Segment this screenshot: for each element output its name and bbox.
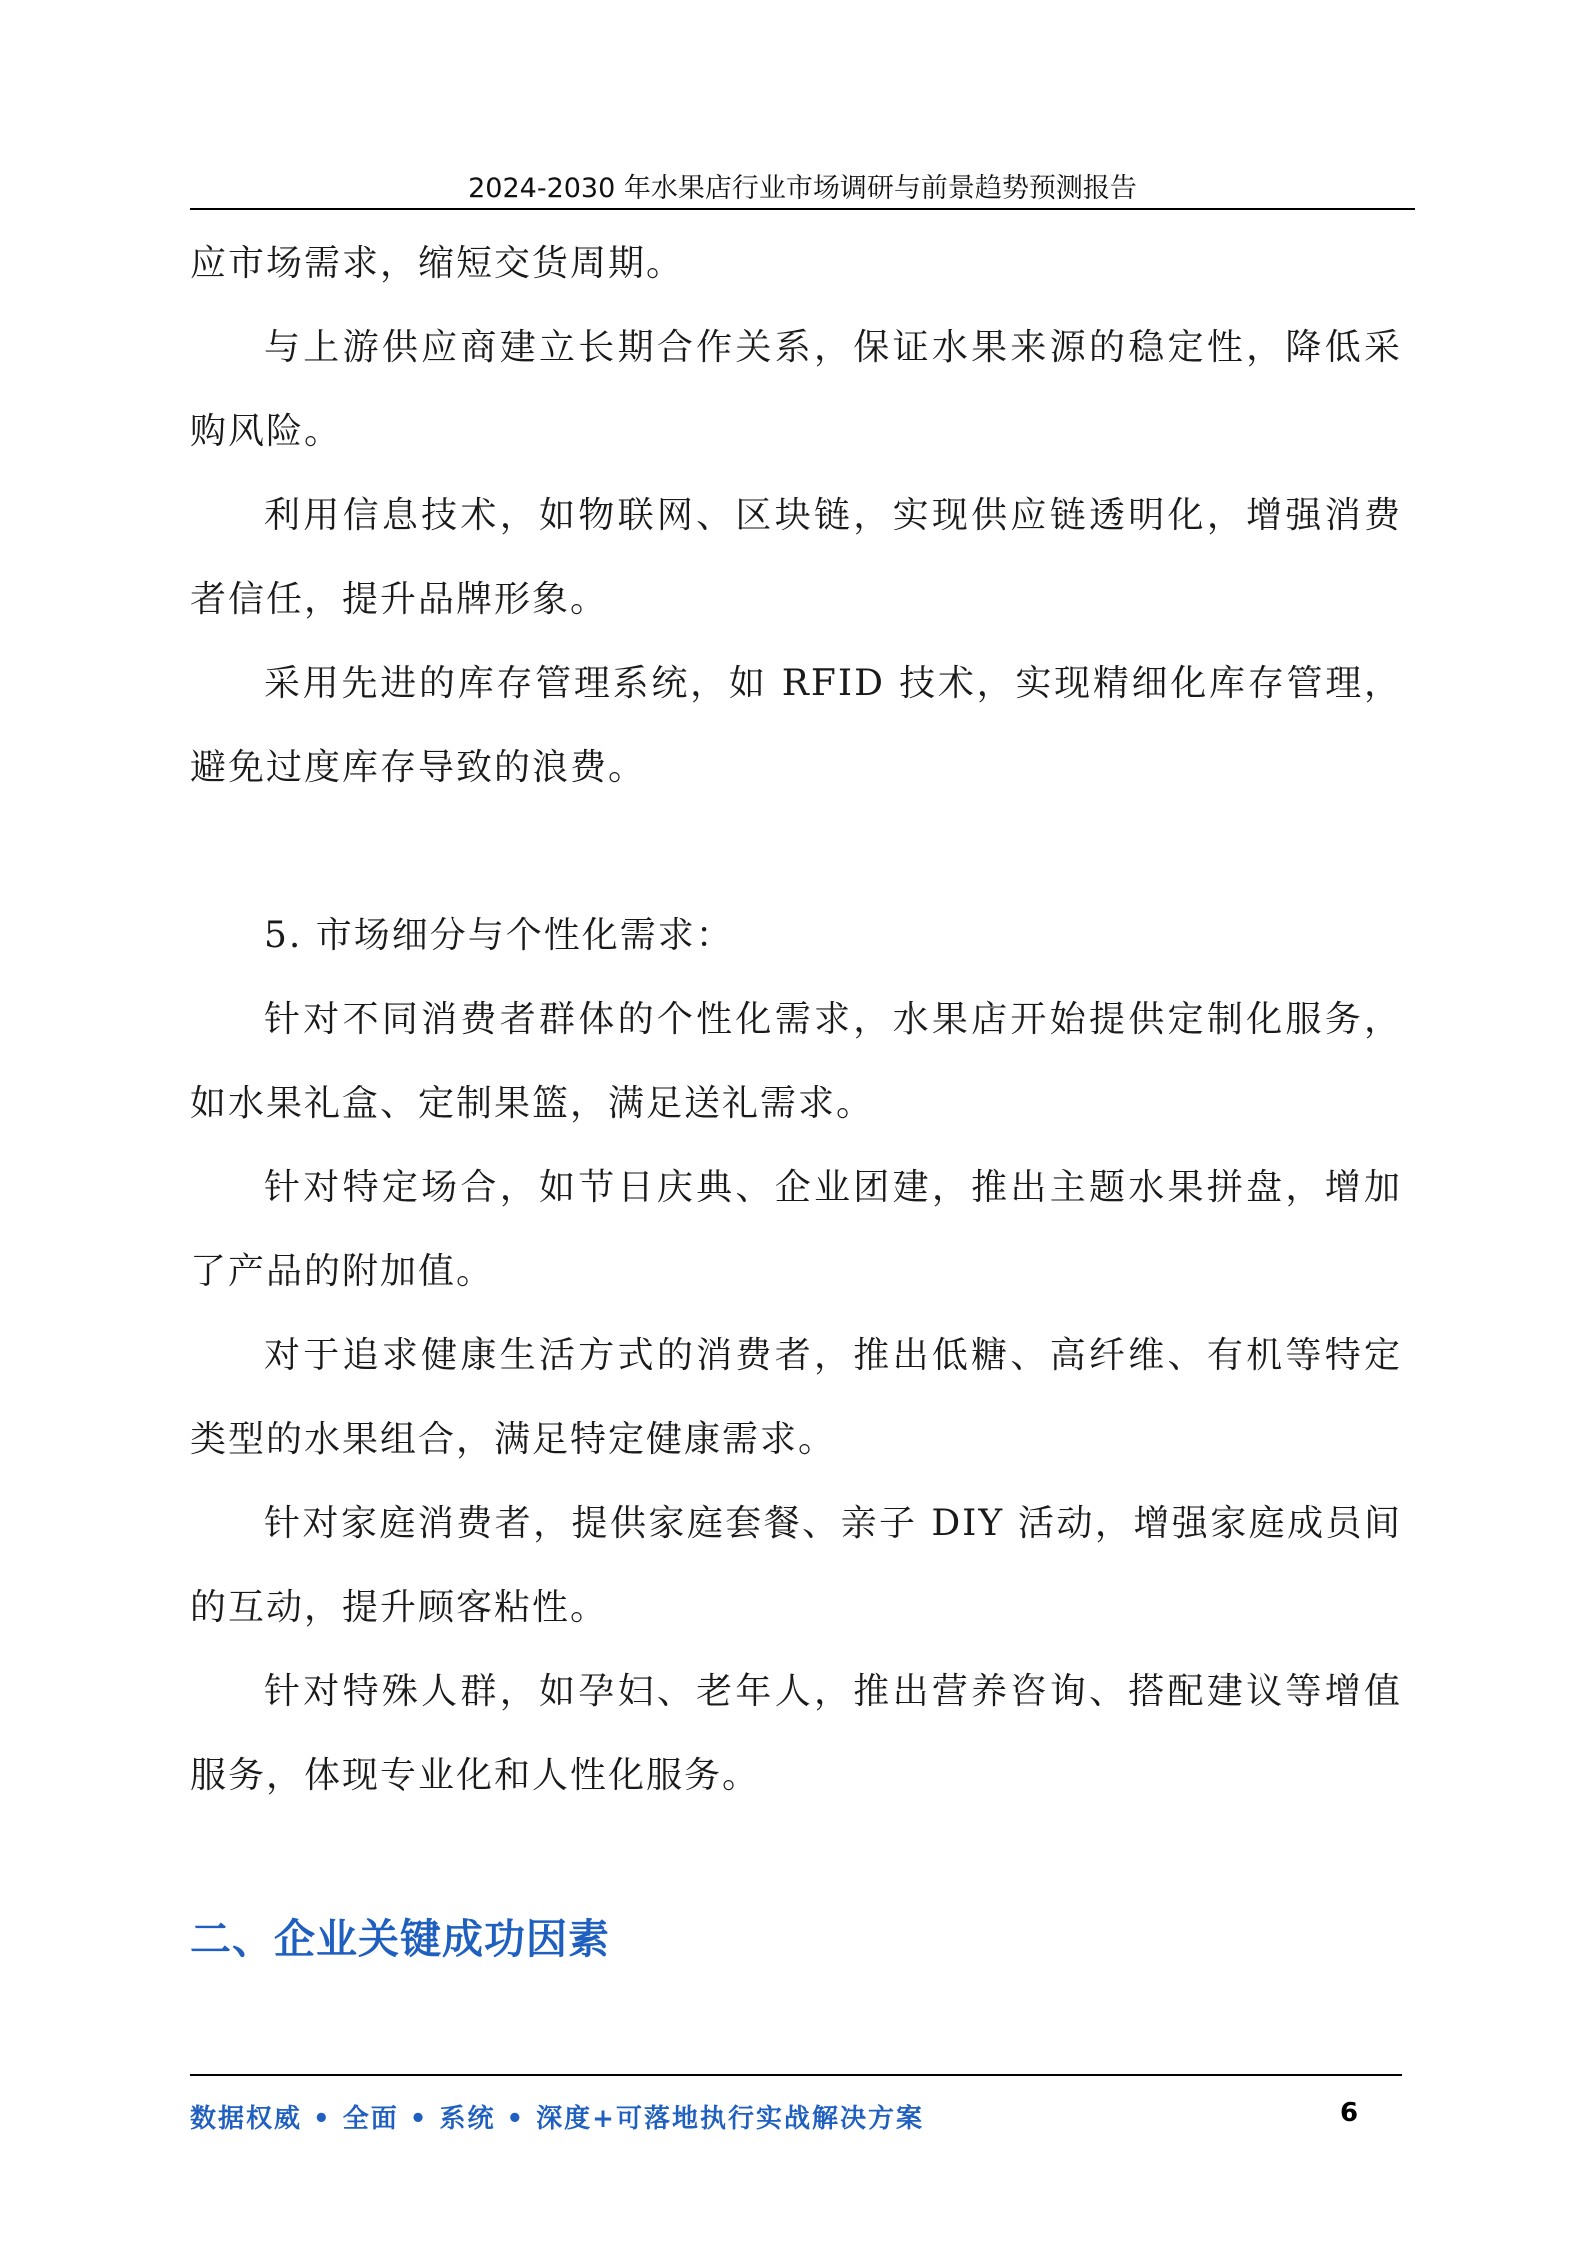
paragraph-continuation: 应市场需求，缩短交货周期。 [190,243,685,284]
footer-slogan: 数据权威 • 全面 • 系统 • 深度+可落地执行实战解决方案 [190,2104,924,2134]
paragraph-special-groups: 针对特殊人群，如孕妇、老年人，推出营养咨询、搭配建议等增值服务，体现专业化和人性化服务。 [190,1671,1402,1796]
paragraph-family-consumers: 针对家庭消费者，提供家庭套餐、亲子 DIY 活动，增强家庭成员间的互动，提升顾客粘性。 [190,1503,1402,1628]
body-content [190,222,1402,1818]
subsection-heading: 5. 市场细分与个性化需求： [264,915,734,956]
paragraph-information-technology: 利用信息技术，如物联网、区块链，实现供应链透明化，增强消费者信任，提升品牌形象。 [190,495,1402,620]
footer-divider [190,2074,1402,2076]
header-divider [190,208,1415,210]
paragraph-special-occasions: 针对特定场合，如节日庆典、企业团建，推出主题水果拼盘，增加了产品的附加值。 [190,1167,1402,1292]
paragraph-supplier-cooperation: 与上游供应商建立长期合作关系，保证水果来源的稳定性，降低采购风险。 [190,327,1402,452]
report-title: 2024-2030 年水果店行业市场调研与前景趋势预测报告 [468,173,1137,204]
section-heading: 二、企业关键成功因素 [190,1915,610,1963]
paragraph-inventory-management: 采用先进的库存管理系统，如 RFID 技术，实现精细化库存管理，避免过度库存导致的浪费。 [190,663,1402,788]
paragraph-healthy-lifestyle: 对于追求健康生活方式的消费者，推出低糖、高纤维、有机等特定类型的水果组合，满足特定健康需求。 [190,1335,1402,1460]
paragraph-customization: 针对不同消费者群体的个性化需求，水果店开始提供定制化服务，如水果礼盒、定制果篮，满足送礼需求。 [190,999,1402,1124]
page-number: 6 [1340,2098,1359,2128]
